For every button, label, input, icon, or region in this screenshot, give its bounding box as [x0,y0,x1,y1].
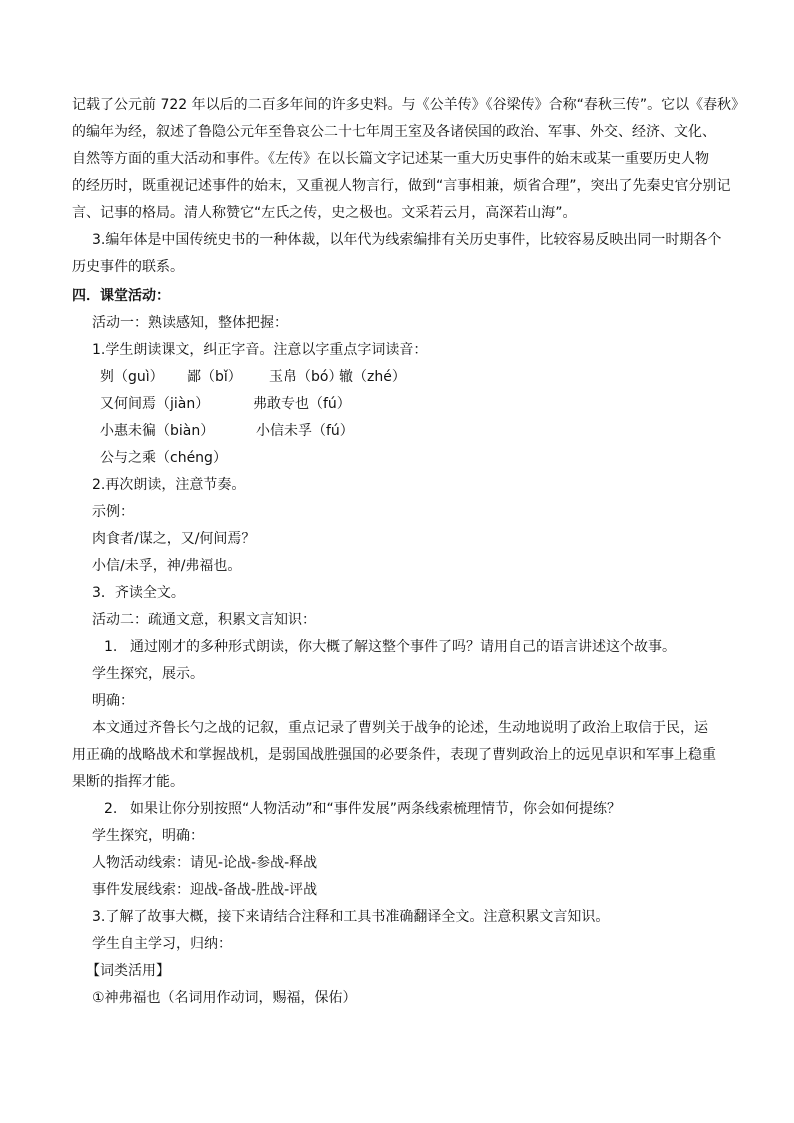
question-text: 通过刚才的多种形式朗读，你大概了解这整个事件了吗？请用自己的语言讲述这个故事。 [130,639,676,655]
paragraph-line: 记载了公元前 722 年以后的二百多年间的许多史料。与《公羊传》《谷梁传》合称“春秋三传”。它以《春秋》 [72,97,746,113]
paragraph-line: 自然等方面的重大活动和事件。《左传》在以长篇文字记述某一重大历史事件的始末或某一重要历史人物 [72,151,709,167]
activity-heading: 活动一：熟读感知，整体把握： [92,315,288,331]
example-line: 肉食者/谋之，又/何间焉？ [92,531,256,547]
paragraph-line: 历史事件的联系。 [72,259,184,275]
pronunciation-item: 又何间焉（jiàn） [100,396,210,412]
example-line: 小信/未孚，神/弗福也。 [92,558,242,574]
pronunciation-item: 弗敢专也（fú） [253,396,351,412]
example-label: 示例： [92,504,134,520]
paragraph-line: 用正确的战略战术和掌握战机，是弱国战胜强国的必要条件，表现了曹刿政治上的远见卓识和军事上稳重 [72,747,716,763]
paragraph-line: 事件发展线索：迎战-备战-胜战-评战 [92,882,318,898]
pronunciation-item: 小惠未徧（biàn） [100,423,215,439]
paragraph-line: 学生自主学习，归纳： [92,936,232,952]
paragraph-line: 本文通过齐鲁长勺之战的记叙，重点记录了曹刿关于战争的论述，生动地说明了政治上取信于民，运 [92,720,708,736]
paragraph-line: 1.学生朗读课文，纠正字音。注意以字重点字词读音： [92,342,428,358]
paragraph-line: 3.编年体是中国传统史书的一种体裁，以年代为线索编排有关历史事件，比较容易反映出同一时期各个 [92,232,722,248]
paragraph-line: 学生探究，展示。 [92,666,204,682]
paragraph-line: 的经历时，既重视记述事件的始末，又重视人物言行，做到“言事相兼，烦省合理”，突出了先秦史官分别记 [72,178,731,194]
paragraph-line: 学生探究，明确： [92,828,204,844]
paragraph-line: 2.再次朗读，注意节奏。 [92,477,246,493]
activity-heading: 活动二：疏通文意，积累文言知识： [92,612,316,628]
paragraph-line: 人物活动线索：请见-论战-参战-释战 [92,855,318,871]
paragraph-line: ①神弗福也（名词用作动词，赐福，保佑） [92,990,357,1006]
pronunciation-item: 公与之乘（chéng） [100,450,227,466]
pronunciation-item: 辙（zhé） [339,369,406,385]
paragraph-line: 果断的指挥才能。 [72,774,184,790]
pronunciation-item: 玉帛（bó） [269,369,343,385]
subheading: 【词类活用】 [86,963,170,979]
paragraph-line: 言、记事的格局。清人称赞它“左氏之传，史之极也。文采若云月，高深若山海”。 [72,205,577,221]
pronunciation-item: 小信未孚（fú） [256,423,354,439]
paragraph-line: 的编年为经，叙述了鲁隐公元年至鲁哀公二十七年周王室及各诸侯国的政治、军事、外交、经济、文化、 [72,124,716,140]
pronunciation-item: 刿（guì） [100,369,164,385]
question-text: 如果让你分别按照“人物活动”和“事件发展”两条线索梳理情节，你会如何提练？ [130,801,622,817]
paragraph-line: 3.了解了故事大概，接下来请结合注释和工具书准确翻译全文。注意积累文言知识。 [92,909,610,925]
paragraph-line: 明确： [92,693,134,709]
question-number: 1. [104,639,118,655]
pronunciation-item: 鄙（bǐ） [187,369,242,385]
paragraph-line: 3．齐读全文。 [92,585,185,601]
question-number: 2. [104,801,118,817]
section-heading: 四．课堂活动： [72,288,170,304]
